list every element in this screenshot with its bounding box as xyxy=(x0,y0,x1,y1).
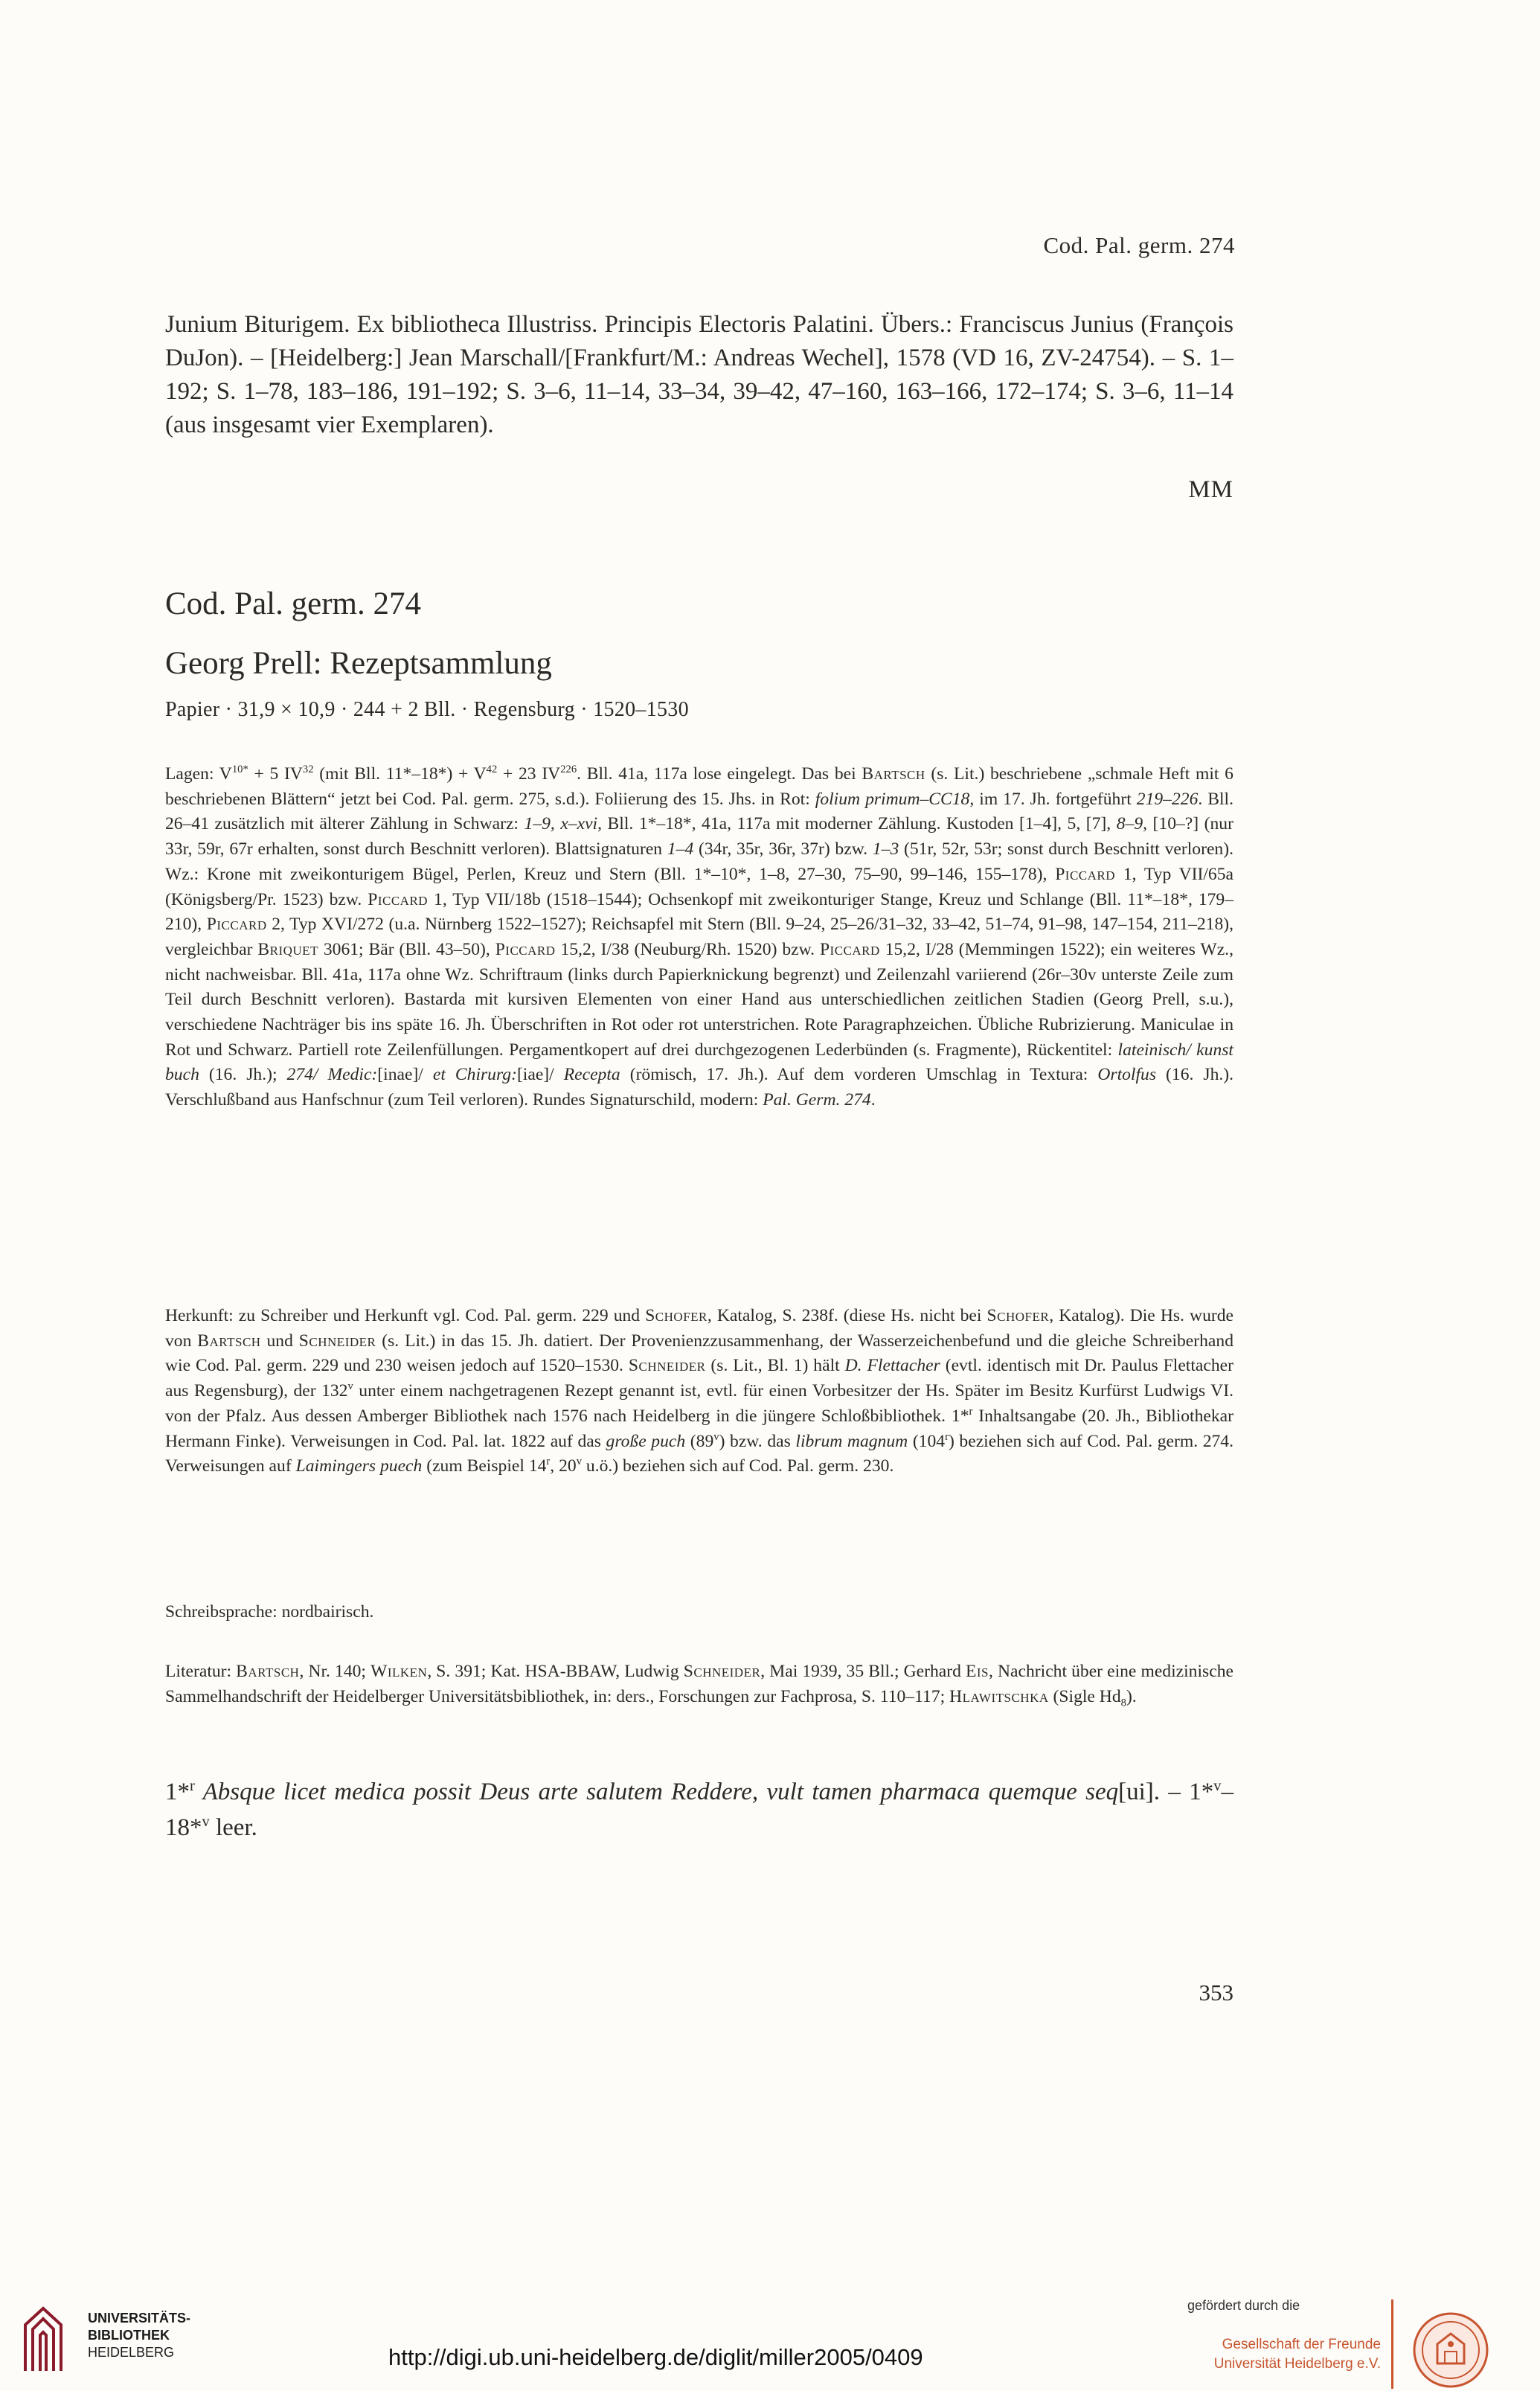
digitization-footer xyxy=(0,2240,1540,2391)
university-seal-icon xyxy=(1412,2311,1489,2389)
previous-entry-continuation: Junium Biturigem. Ex bibliotheca Illustriss. Principis Electoris Palatini. Übers.: Franciscus Junius (François DuJon). – [Heidelberg:] Jean Marschall/[Frankfurt/M.: Andreas Wechel], 1578 (VD 16, ZV-24754). – S. 1–192; S. 1–78, 183–186, 191–192; S. 3–6, 11–14, 33–34, 39–42, 47–160, 163–166, 172–174; S. 3–6, 11–14 (aus insgesamt vier Exemplaren). xyxy=(165,311,1233,438)
library-name: UNIVERSITÄTS- BIBLIOTHEK HEIDELBERG xyxy=(88,2311,191,2360)
incipit-line: 1*$^r$ Absque licet medica possit Deus arte salutem Reddere, vult tamen pharmaca quemque seq[ui]. – 1*$^v$–18*$^v$ leer. xyxy=(165,1778,1233,1841)
entry-title: Georg Prell: Rezeptsammlung xyxy=(165,646,552,681)
sponsor-name: Gesellschaft der Freunde Universität Heidelberg e.V. xyxy=(1213,2337,1381,2372)
sponsor-divider xyxy=(1391,2299,1393,2389)
scribal-language: Schreibsprache: nordbairisch. xyxy=(165,1602,374,1622)
page-number: 353 xyxy=(1199,1979,1233,2006)
literature-paragraph: Literatur: Bartsch, Nr. 140; Wilken, S. 391; Kat. HSA-BBAW, Ludwig Schneider, Mai 1939, 35 Bll.; Gerhard Eis, Nachricht über eine medizinische Sammelhandschrift der Heidelberger Universitätsbibliothek, in: ders., Forschungen zur Fachprosa, S. 110–117; Hlawitschka (Sigle $Hd_8$). xyxy=(165,1662,1233,1709)
running-head: Cod. Pal. germ. 274 xyxy=(1043,232,1235,258)
author-initials: MM xyxy=(1188,476,1233,503)
codicology-paragraph: Lagen: $V^{10*} + 5$ IV$^{32}$ (mit Bll. $11*-18*) + V^{42} + 23$ IV$^{226}$. Bll. 41a, 117a lose eingelegt. Das bei Bartsch (s. Lit.) beschriebene „schmale Heft mit 6 beschriebenen Blättern“ jetzt bei Cod. Pal. germ. 275, s.d.). Foliierung des 15. Jhs. in Rot: folium primum–CC18, im 17. Jh. fortgeführt 219–226. Bll. 26–41 zusätzlich mit älterer Zählung in Schwarz: 1–9, x–xvi, Bll. 1*–18*, 41a, 117a mit moderner Zählung. Kustoden [1–4], 5, [7], 8–9, [10–?] (nur 33r, 59r, 67r erhalten, sonst durch Beschnitt verloren). Blattsignaturen 1–4 (34r, 35r, 36r, 37r) bzw. 1–3 (51r, 52r, 53r; sonst durch Beschnitt verloren). Wz.: Krone mit zweikonturigem Bügel, Perlen, Kreuz und Stern (Bll. 1*–10*, 1–8, 27–30, 75–90, 99–146, 155–178), Piccard 1, Typ VII/65a (Königsberg/Pr. 1523) bzw. Piccard 1, Typ VII/18b (1518–1544); Ochsenkopf mit zweikonturiger Stange, Kreuz und Schlange (Bll. 11*–18*, 179–210), Piccard 2, Typ XVI/272 (u.a. Nürnberg 1522–1527); Reichsapfel mit Stern (Bll. 9–24, 25–26/31–32, 33–42, 51–74, 91–98, 147–154, 211–218), vergleichbar Briquet 3061; Bär (Bll. 43–50), Piccard 15,2, I/38 (Neuburg/Rh. 1520) bzw. Piccard 15,2, I/28 (Memmingen 1522); ein weiteres Wz., nicht nachweisbar. Bll. 41a, 117a ohne Wz. Schriftraum (links durch Papierknickung begrenzt) und Zeilenzahl variierend (26r–30v unterste Zeile zum Teil durch Beschnitt verloren). Bastarda mit kursiven Elementen von einer Hand aus unterschiedlichen zeitlichen Stadien (Georg Prell, s.u.), verschiedene Nachträger bis ins späte 16. Jh. Überschriften in Rot oder rot unterstrichen. Rote Paragraphzeichen. Übliche Rubrizierung. Maniculae in Rot und Schwarz. Partiell rote Zeilenfüllungen. Pergamentkopert auf drei durchgezogenen Lederbünden (s. Fragmente), Rückentitel: lateinisch/ kunst buch (16. Jh.); 274/ Medic:[inae]/ et Chirurg:[iae]/ Recepta (römisch, 17. Jh.). Auf dem vorderen Umschlag in Textura: Ortolfus (16. Jh.). Verschlußband aus Hanfschnur (zum Teil verloren). Rundes Signaturschild, modern: Pal. Germ. 274. xyxy=(165,764,1234,1110)
entry-summary: Papier · 31,9 × 10,9 · 244 + 2 Bll. · Regensburg · 1520–1530 xyxy=(165,698,689,721)
source-url-link[interactable]: http://digi.ub.uni-heidelberg.de/diglit/miller2005/0409 xyxy=(388,2344,923,2370)
entry-shelfmark: Cod. Pal. germ. 274 xyxy=(165,586,421,621)
library-logo-icon xyxy=(19,2302,67,2374)
sponsor-label: gefördert durch die xyxy=(1187,2298,1300,2313)
provenance-paragraph: Herkunft: zu Schreiber und Herkunft vgl. Cod. Pal. germ. 229 und Schofer, Katalog, S. 238f. (diese Hs. nicht bei Schofer, Katalog). Die Hs. wurde von Bartsch und Schneider (s. Lit.) in das 15. Jh. datiert. Der Provenienzzusammenhang, der Wasserzeichenbefund und die gleiche Schreiberhand wie Cod. Pal. germ. 229 und 230 weisen jedoch auf 1520–1530. Schneider (s. Lit., Bl. 1) hält D. Flettacher (evtl. identisch mit Dr. Paulus Flettacher aus Regensburg), der 132$^v$ unter einem nachgetragenen Rezept genannt ist, evtl. für einen Vorbesitzer der Hs. Später im Besitz Kurfürst Ludwigs VI. von der Pfalz. Aus dessen Amberger Bibliothek nach 1576 nach Heidelberg in die jüngere Schloßbibliothek. 1*$^r$ Inhaltsangabe (20. Jh., Bibliothekar Hermann Finke). Verweisungen in Cod. Pal. lat. 1822 auf das große puch (89$^v$) bzw. das librum magnum (104$^r$) beziehen sich auf Cod. Pal. germ. 274. Verweisungen auf Laimingers puech (zum Beispiel 14$^r$, 20$^v$ u.ö.) beziehen sich auf Cod. Pal. germ. 230. xyxy=(165,1306,1234,1476)
